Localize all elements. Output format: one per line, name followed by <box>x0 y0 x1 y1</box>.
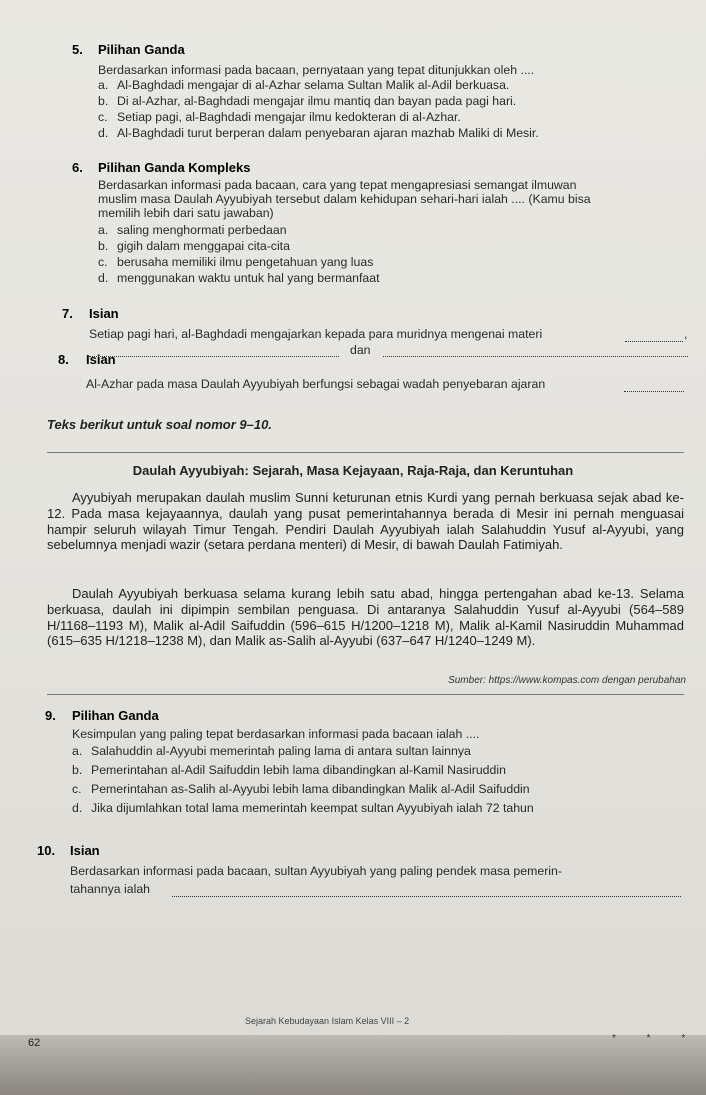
question-type: Pilihan Ganda Kompleks <box>98 160 251 175</box>
question-type: Isian <box>70 843 100 858</box>
question-number: 7. <box>62 306 73 321</box>
question-prompt: Kesimpulan yang paling tepat berdasarkan informasi pada bacaan ialah .... <box>72 727 480 741</box>
question-number: 6. <box>72 160 83 175</box>
page-number: 62 <box>28 1037 41 1049</box>
article-title: Daulah Ayyubiyah: Sejarah, Masa Kejayaan, Raja-Raja, dan Keruntuhan <box>132 463 574 478</box>
star-decoration: * * * <box>612 1033 700 1044</box>
question-type: Isian <box>86 352 116 367</box>
question-text-line2: tahannya ialah <box>70 882 150 896</box>
answer-blank-2[interactable] <box>89 346 339 357</box>
divider-bottom <box>47 694 684 695</box>
question-type: Isian <box>89 306 119 321</box>
question-prompt: Berdasarkan informasi pada bacaan, pernyataan yang tepat ditunjukkan oleh .... <box>98 63 535 77</box>
option-d[interactable]: d. Jika dijumlahkan total lama memerintah keempat sultan Ayyubiyah ialah 72 tahun <box>72 801 534 815</box>
question-prompt-line1: Berdasarkan informasi pada bacaan, cara yang tepat mengapresiasi semangat ilmuwan <box>98 178 577 192</box>
question-number: 10. <box>37 843 56 858</box>
option-c[interactable]: c. Pemerintahan as-Salih al-Ayyubi lebih lama dibandingkan Malik al-Adil Saifuddin <box>72 782 530 796</box>
option-c[interactable]: c. berusaha memiliki ilmu pengetahuan yang luas <box>98 255 374 269</box>
question-prompt-line3: memilih lebih dari satu jawaban) <box>98 206 274 220</box>
answer-blank-3[interactable] <box>383 346 688 357</box>
article-paragraph-2: Daulah Ayyubiyah berkuasa selama kurang lebih satu abad, hingga pertengahan abad ke-13. Selama berkuasa, daulah ini dipimpin sembilan penguasa. Di antaranya Salahuddin Yusuf al-Ayyubi (564–589 H/1168–1193 M), Malik al-Adil Saifuddin (596–615 H/1200–1218 M), Malik al-Kamil Nasiruddin Muhammad (615–635 H/1218–1238 M), dan Malik as-Salih al-Ayyubi (637–647 H/1240–1249 M). <box>47 586 684 649</box>
divider-top <box>47 452 684 453</box>
option-c[interactable]: c. Setiap pagi, al-Baghdadi mengajar ilmu kedokteran di al-Azhar. <box>98 110 461 124</box>
question-text: Setiap pagi hari, al-Baghdadi mengajarkan kepada para muridnya mengenai materi <box>89 327 543 341</box>
question-text: Al-Azhar pada masa Daulah Ayyubiyah berfungsi sebagai wadah penyebaran ajaran <box>86 377 546 391</box>
page-edge-shadow <box>0 1035 706 1095</box>
question-number: 9. <box>45 708 56 723</box>
option-b[interactable]: b. Pemerintahan al-Adil Saifuddin lebih lama dibandingkan al-Kamil Nasiruddin <box>72 763 506 777</box>
question-number: 5. <box>72 42 83 57</box>
article-paragraph-1: Ayyubiyah merupakan daulah muslim Sunni keturunan etnis Kurdi yang pernah berkuasa sejak abad ke-12. Pada masa kejayaannya, daulah yang pusat pemerintahannya berada di Mesir ini pernah menguasai hampir seluruh wilayah Timur Tengah. Pendiri Daulah Ayyubiyah ialah Salahuddin Yusuf al-Ayyubi, yang sebelumnya menjadi wazir (setara perdana menteri) di Mesir, di bawah Daulah Fatimiyah. <box>47 490 684 553</box>
question-prompt-line2: muslim masa Daulah Ayyubiyah tersebut dalam kehidupan sehari-hari ialah .... (Kamu bisa <box>98 192 591 206</box>
option-a[interactable]: a. saling menghormati perbedaan <box>98 223 287 237</box>
section-label: Teks berikut untuk soal nomor 9–10. <box>47 417 272 432</box>
question-type: Pilihan Ganda <box>72 708 159 723</box>
answer-blank[interactable] <box>172 886 681 897</box>
option-a[interactable]: a. Salahuddin al-Ayyubi memerintah paling lama di antara sultan lainnya <box>72 744 471 758</box>
option-d[interactable]: d. Al-Baghdadi turut berperan dalam penyebaran ajaran mazhab Maliki di Mesir. <box>98 126 539 140</box>
question-type: Pilihan Ganda <box>98 42 185 57</box>
book-title-footer: Sejarah Kebudayaan Islam Kelas VIII – 2 <box>245 1016 410 1026</box>
option-b[interactable]: b. gigih dalam menggapai cita-cita <box>98 239 290 253</box>
option-a[interactable]: a. Al-Baghdadi mengajar di al-Azhar selama Sultan Malik al-Adil berkuasa. <box>98 78 510 92</box>
option-d[interactable]: d. menggunakan waktu untuk hal yang bermanfaat <box>98 271 380 285</box>
comma: , <box>684 327 688 341</box>
article-source: Sumber: https://www.kompas.com dengan perubahan <box>448 675 686 686</box>
conjunction: dan <box>350 343 371 357</box>
question-number: 8. <box>58 352 69 367</box>
answer-blank-1[interactable] <box>625 331 683 342</box>
answer-blank[interactable] <box>624 381 684 392</box>
question-text-line1: Berdasarkan informasi pada bacaan, sultan Ayyubiyah yang paling pendek masa pemerin- <box>70 864 562 878</box>
option-b[interactable]: b. Di al-Azhar, al-Baghdadi mengajar ilmu mantiq dan bayan pada pagi hari. <box>98 94 517 108</box>
